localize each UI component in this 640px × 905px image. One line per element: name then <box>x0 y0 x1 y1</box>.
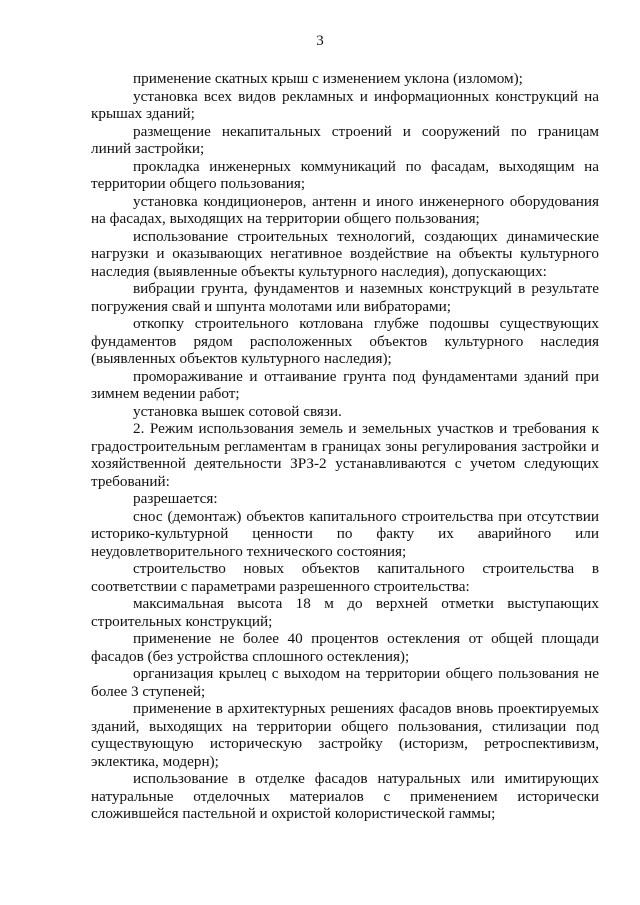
paragraph: откопку строительного котлована глубже подошвы существующих фундаментов рядом расположенных объектов культурного наследия (выявленных объектов культурного наследия); <box>91 315 599 367</box>
paragraph: промораживание и оттаивание грунта под фундаментами зданий при зимнем ведении работ; <box>91 367 599 402</box>
paragraph: прокладка инженерных коммуникаций по фасадам, выходящим на территории общего пользования; <box>91 157 599 192</box>
paragraph: размещение некапитальных строений и сооружений по границам линий застройки; <box>91 122 599 157</box>
paragraph: вибрации грунта, фундаментов и наземных конструкций в результате погружения свай и шпунта молотами или вибраторами; <box>91 280 599 315</box>
paragraph: использование в отделке фасадов натуральных или имитирующих натуральные отделочных материалов с применением исторически сложившейся пастельной и охристой колористической гаммы; <box>91 770 599 822</box>
document-body <box>91 70 599 823</box>
paragraph: установка всех видов рекламных и информационных конструкций на крышах зданий; <box>91 87 599 122</box>
paragraph: применение не более 40 процентов остекления от общей площади фасадов (без устройства сплошного остекления); <box>91 630 599 665</box>
paragraph: использование строительных технологий, создающих динамические нагрузки и оказывающих негативное воздействие на объекты культурного наследия (выявленные объекты культурного наследия), допускающих: <box>91 227 599 280</box>
page-number: 3 <box>316 33 324 49</box>
paragraph: организация крылец с выходом на территории общего пользования не более 3 ступеней; <box>91 665 599 700</box>
paragraph: применение в архитектурных решениях фасадов вновь проектируемых зданий, выходящих на территории общего пользования, стилизации под существующую историческую застройку (историзм, ретроспективизм, эклектика, модерн); <box>91 700 599 770</box>
paragraph: строительство новых объектов капитального строительства в соответствии с параметрами разрешенного строительства: <box>91 560 599 595</box>
paragraph: установка кондиционеров, антенн и иного инженерного оборудования на фасадах, выходящих на территории общего пользования; <box>91 192 599 227</box>
paragraph: разрешается: <box>133 490 218 507</box>
paragraph: применение скатных крыш с изменением уклона (изломом); <box>133 70 523 87</box>
paragraph: снос (демонтаж) объектов капитального строительства при отсутствии историко-культурной ценности по факту их аварийного или неудовлетворительного технического состояния; <box>91 507 599 560</box>
paragraph: 2. Режим использования земель и земельных участков и требования к градостроительным регламентам в границах зоны регулирования застройки и хозяйственной деятельности ЗРЗ-2 устанавливаются с учетом следующих требований: <box>91 420 599 490</box>
paragraph: установка вышек сотовой связи. <box>133 402 342 420</box>
paragraph: максимальная высота 18 м до верхней отметки выступающих строительных конструкций; <box>91 595 599 630</box>
